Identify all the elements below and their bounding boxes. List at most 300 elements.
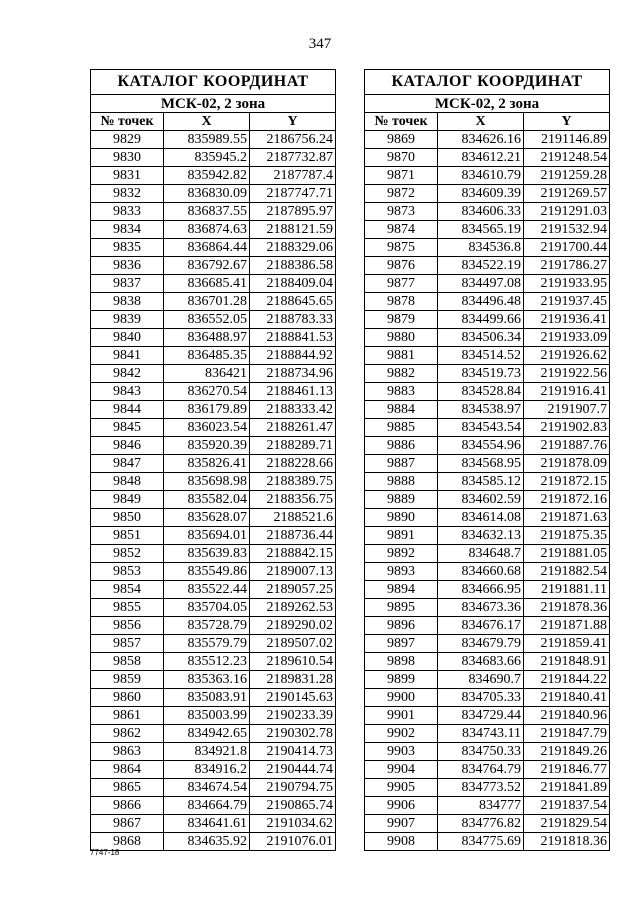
point-number-cell: 9864: [91, 761, 164, 779]
x-coordinate-cell: 834497.08: [438, 275, 524, 293]
table-row: [365, 653, 610, 671]
table-row: [91, 239, 336, 257]
x-coordinate-cell: 836864.44: [164, 239, 250, 257]
x-coordinate-cell: 834602.59: [438, 491, 524, 509]
point-number-cell: 9903: [365, 743, 438, 761]
x-coordinate-cell: 834635.92: [164, 833, 250, 851]
x-coordinate-cell: 834664.79: [164, 797, 250, 815]
point-number-cell: 9845: [91, 419, 164, 437]
table-row: [365, 545, 610, 563]
y-coordinate-cell: 2191872.16: [524, 491, 610, 509]
y-coordinate-cell: 2189262.53: [250, 599, 336, 617]
x-coordinate-cell: 836552.05: [164, 311, 250, 329]
point-number-cell: 9850: [91, 509, 164, 527]
y-coordinate-cell: 2188386.58: [250, 257, 336, 275]
y-coordinate-cell: 2191786.27: [524, 257, 610, 275]
y-coordinate-cell: 2188461.13: [250, 383, 336, 401]
table-row: [365, 743, 610, 761]
column-header-x: X: [164, 113, 250, 131]
table-row: [365, 221, 610, 239]
x-coordinate-cell: 834536.8: [438, 239, 524, 257]
x-coordinate-cell: 834610.79: [438, 167, 524, 185]
y-coordinate-cell: 2187787.4: [250, 167, 336, 185]
table-row: [365, 203, 610, 221]
table-row: [91, 563, 336, 581]
point-number-cell: 9889: [365, 491, 438, 509]
table-row: [365, 707, 610, 725]
point-number-cell: 9840: [91, 329, 164, 347]
table-row: [91, 761, 336, 779]
table-row: [91, 635, 336, 653]
table-row: [365, 581, 610, 599]
table-row: [91, 149, 336, 167]
x-coordinate-cell: 834673.36: [438, 599, 524, 617]
table-row: [91, 491, 336, 509]
point-number-cell: 9841: [91, 347, 164, 365]
x-coordinate-cell: 834614.08: [438, 509, 524, 527]
x-coordinate-cell: 835512.23: [164, 653, 250, 671]
y-coordinate-cell: 2188645.65: [250, 293, 336, 311]
point-number-cell: 9842: [91, 365, 164, 383]
table-row: [365, 347, 610, 365]
x-coordinate-cell: 836830.09: [164, 185, 250, 203]
table-row: [365, 527, 610, 545]
point-number-cell: 9839: [91, 311, 164, 329]
table-row: [365, 815, 610, 833]
table-row: [365, 167, 610, 185]
x-coordinate-cell: 836837.55: [164, 203, 250, 221]
x-coordinate-cell: 834743.11: [438, 725, 524, 743]
point-number-cell: 9881: [365, 347, 438, 365]
table-row: [365, 329, 610, 347]
x-coordinate-cell: 834942.65: [164, 725, 250, 743]
x-coordinate-cell: 834683.66: [438, 653, 524, 671]
x-coordinate-cell: 834522.19: [438, 257, 524, 275]
catalog-body-right: [365, 131, 610, 851]
x-coordinate-cell: 834528.84: [438, 383, 524, 401]
y-coordinate-cell: 2188333.42: [250, 401, 336, 419]
point-number-cell: 9856: [91, 617, 164, 635]
point-number-cell: 9873: [365, 203, 438, 221]
table-row: [91, 689, 336, 707]
y-coordinate-cell: 2191926.62: [524, 347, 610, 365]
y-coordinate-cell: 2190794.75: [250, 779, 336, 797]
table-row: [365, 239, 610, 257]
table-row: [365, 455, 610, 473]
y-coordinate-cell: 2190414.73: [250, 743, 336, 761]
x-coordinate-cell: 836701.28: [164, 293, 250, 311]
x-coordinate-cell: 836874.63: [164, 221, 250, 239]
y-coordinate-cell: 2191700.44: [524, 239, 610, 257]
x-coordinate-cell: 836485.35: [164, 347, 250, 365]
y-coordinate-cell: 2189290.02: [250, 617, 336, 635]
point-number-cell: 9869: [365, 131, 438, 149]
x-coordinate-cell: 834660.68: [438, 563, 524, 581]
point-number-cell: 9865: [91, 779, 164, 797]
y-coordinate-cell: 2188736.44: [250, 527, 336, 545]
x-coordinate-cell: 834585.12: [438, 473, 524, 491]
x-coordinate-cell: 836685.41: [164, 275, 250, 293]
point-number-cell: 9838: [91, 293, 164, 311]
y-coordinate-cell: 2190865.74: [250, 797, 336, 815]
table-row: [91, 437, 336, 455]
y-coordinate-cell: 2189610.54: [250, 653, 336, 671]
point-number-cell: 9886: [365, 437, 438, 455]
y-coordinate-cell: 2191922.56: [524, 365, 610, 383]
point-number-cell: 9846: [91, 437, 164, 455]
y-coordinate-cell: 2188844.92: [250, 347, 336, 365]
y-coordinate-cell: 2191146.89: [524, 131, 610, 149]
point-number-cell: 9893: [365, 563, 438, 581]
x-coordinate-cell: 834921.8: [164, 743, 250, 761]
table-row: [91, 815, 336, 833]
x-coordinate-cell: 835704.05: [164, 599, 250, 617]
point-number-cell: 9879: [365, 311, 438, 329]
y-coordinate-cell: 2191936.41: [524, 311, 610, 329]
point-number-cell: 9832: [91, 185, 164, 203]
point-number-cell: 9890: [365, 509, 438, 527]
x-coordinate-cell: 836792.67: [164, 257, 250, 275]
point-number-cell: 9847: [91, 455, 164, 473]
table-row: [365, 473, 610, 491]
x-coordinate-cell: 835826.41: [164, 455, 250, 473]
table-row: [91, 311, 336, 329]
y-coordinate-cell: 2189007.13: [250, 563, 336, 581]
y-coordinate-cell: 2191829.54: [524, 815, 610, 833]
catalog-title: КАТАЛОГ КООРДИНАТ: [365, 70, 610, 95]
y-coordinate-cell: 2191907.7: [524, 401, 610, 419]
x-coordinate-cell: 834606.33: [438, 203, 524, 221]
point-number-cell: 9877: [365, 275, 438, 293]
x-coordinate-cell: 834519.73: [438, 365, 524, 383]
table-row: [365, 383, 610, 401]
point-number-cell: 9870: [365, 149, 438, 167]
point-number-cell: 9851: [91, 527, 164, 545]
x-coordinate-cell: 834690.7: [438, 671, 524, 689]
y-coordinate-cell: 2188261.47: [250, 419, 336, 437]
point-number-cell: 9895: [365, 599, 438, 617]
table-row: [91, 797, 336, 815]
x-coordinate-cell: 835945.2: [164, 149, 250, 167]
y-coordinate-cell: 2188121.59: [250, 221, 336, 239]
table-row: [91, 419, 336, 437]
table-row: [91, 203, 336, 221]
point-number-cell: 9860: [91, 689, 164, 707]
point-number-cell: 9883: [365, 383, 438, 401]
x-coordinate-cell: 835694.01: [164, 527, 250, 545]
point-number-cell: 9834: [91, 221, 164, 239]
x-coordinate-cell: 834775.69: [438, 833, 524, 851]
y-coordinate-cell: 2187732.87: [250, 149, 336, 167]
table-row: [91, 725, 336, 743]
point-number-cell: 9878: [365, 293, 438, 311]
catalog-subtitle: МСК-02, 2 зона: [365, 95, 610, 113]
y-coordinate-cell: 2191871.63: [524, 509, 610, 527]
y-coordinate-cell: 2191532.94: [524, 221, 610, 239]
table-row: [365, 491, 610, 509]
y-coordinate-cell: 2191248.54: [524, 149, 610, 167]
table-row: [91, 779, 336, 797]
x-coordinate-cell: 834543.54: [438, 419, 524, 437]
point-number-cell: 9854: [91, 581, 164, 599]
point-number-cell: 9859: [91, 671, 164, 689]
column-header-point: № точек: [91, 113, 164, 131]
y-coordinate-cell: 2191269.57: [524, 185, 610, 203]
x-coordinate-cell: 834679.79: [438, 635, 524, 653]
y-coordinate-cell: 2188329.06: [250, 239, 336, 257]
y-coordinate-cell: 2188842.15: [250, 545, 336, 563]
y-coordinate-cell: 2188289.71: [250, 437, 336, 455]
y-coordinate-cell: 2186756.24: [250, 131, 336, 149]
table-row: [365, 689, 610, 707]
x-coordinate-cell: 834641.61: [164, 815, 250, 833]
x-coordinate-cell: 835920.39: [164, 437, 250, 455]
table-row: [365, 185, 610, 203]
y-coordinate-cell: 2191933.95: [524, 275, 610, 293]
coordinate-catalog-left: [90, 69, 336, 851]
y-coordinate-cell: 2191871.88: [524, 617, 610, 635]
y-coordinate-cell: 2191846.77: [524, 761, 610, 779]
y-coordinate-cell: 2191848.91: [524, 653, 610, 671]
point-number-cell: 9831: [91, 167, 164, 185]
y-coordinate-cell: 2189831.28: [250, 671, 336, 689]
x-coordinate-cell: 835989.55: [164, 131, 250, 149]
point-number-cell: 9863: [91, 743, 164, 761]
table-row: [365, 833, 610, 851]
point-number-cell: 9833: [91, 203, 164, 221]
catalog-subtitle: МСК-02, 2 зона: [91, 95, 336, 113]
table-row: [91, 293, 336, 311]
table-row: [91, 653, 336, 671]
table-row: [91, 671, 336, 689]
point-number-cell: 9872: [365, 185, 438, 203]
y-coordinate-cell: 2188356.75: [250, 491, 336, 509]
table-row: [365, 293, 610, 311]
x-coordinate-cell: 835698.98: [164, 473, 250, 491]
point-number-cell: 9849: [91, 491, 164, 509]
point-number-cell: 9888: [365, 473, 438, 491]
table-row: [365, 797, 610, 815]
table-row: [365, 635, 610, 653]
point-number-cell: 9908: [365, 833, 438, 851]
table-row: [91, 455, 336, 473]
table-row: [365, 761, 610, 779]
y-coordinate-cell: 2191916.41: [524, 383, 610, 401]
point-number-cell: 9904: [365, 761, 438, 779]
y-coordinate-cell: 2191881.05: [524, 545, 610, 563]
y-coordinate-cell: 2191837.54: [524, 797, 610, 815]
x-coordinate-cell: 836270.54: [164, 383, 250, 401]
y-coordinate-cell: 2191881.11: [524, 581, 610, 599]
y-coordinate-cell: 2187895.97: [250, 203, 336, 221]
y-coordinate-cell: 2191859.41: [524, 635, 610, 653]
table-row: [365, 401, 610, 419]
table-row: [365, 257, 610, 275]
table-row: [91, 347, 336, 365]
x-coordinate-cell: 836023.54: [164, 419, 250, 437]
point-number-cell: 9871: [365, 167, 438, 185]
point-number-cell: 9892: [365, 545, 438, 563]
x-coordinate-cell: 835549.86: [164, 563, 250, 581]
point-number-cell: 9853: [91, 563, 164, 581]
document-code: 7747-18: [90, 848, 120, 857]
table-row: [91, 581, 336, 599]
table-row: [91, 131, 336, 149]
point-number-cell: 9901: [365, 707, 438, 725]
y-coordinate-cell: 2191872.15: [524, 473, 610, 491]
point-number-cell: 9848: [91, 473, 164, 491]
catalog-body-left: [91, 131, 336, 851]
point-number-cell: 9906: [365, 797, 438, 815]
y-coordinate-cell: 2188734.96: [250, 365, 336, 383]
table-row: [91, 185, 336, 203]
table-row: [365, 365, 610, 383]
point-number-cell: 9900: [365, 689, 438, 707]
column-header-y: Y: [524, 113, 610, 131]
y-coordinate-cell: 2189507.02: [250, 635, 336, 653]
x-coordinate-cell: 834609.39: [438, 185, 524, 203]
y-coordinate-cell: 2191878.36: [524, 599, 610, 617]
x-coordinate-cell: 835628.07: [164, 509, 250, 527]
table-row: [91, 509, 336, 527]
point-number-cell: 9837: [91, 275, 164, 293]
point-number-cell: 9896: [365, 617, 438, 635]
point-number-cell: 9855: [91, 599, 164, 617]
table-row: [365, 617, 610, 635]
x-coordinate-cell: 834648.7: [438, 545, 524, 563]
x-coordinate-cell: 836179.89: [164, 401, 250, 419]
point-number-cell: 9905: [365, 779, 438, 797]
table-row: [91, 545, 336, 563]
x-coordinate-cell: 834705.33: [438, 689, 524, 707]
table-row: [365, 671, 610, 689]
point-number-cell: 9868: [91, 833, 164, 851]
table-row: [91, 599, 336, 617]
y-coordinate-cell: 2188409.04: [250, 275, 336, 293]
point-number-cell: 9884: [365, 401, 438, 419]
table-row: [365, 419, 610, 437]
x-coordinate-cell: 835639.83: [164, 545, 250, 563]
point-number-cell: 9874: [365, 221, 438, 239]
table-row: [365, 563, 610, 581]
x-coordinate-cell: 834632.13: [438, 527, 524, 545]
y-coordinate-cell: 2191882.54: [524, 563, 610, 581]
point-number-cell: 9880: [365, 329, 438, 347]
x-coordinate-cell: 836421: [164, 365, 250, 383]
point-number-cell: 9885: [365, 419, 438, 437]
x-coordinate-cell: 835083.91: [164, 689, 250, 707]
y-coordinate-cell: 2191902.83: [524, 419, 610, 437]
x-coordinate-cell: 834565.19: [438, 221, 524, 239]
table-row: [365, 725, 610, 743]
point-number-cell: 9836: [91, 257, 164, 275]
x-coordinate-cell: 834666.95: [438, 581, 524, 599]
y-coordinate-cell: 2188389.75: [250, 473, 336, 491]
point-number-cell: 9844: [91, 401, 164, 419]
y-coordinate-cell: 2190145.63: [250, 689, 336, 707]
point-number-cell: 9857: [91, 635, 164, 653]
table-row: [365, 275, 610, 293]
table-row: [91, 257, 336, 275]
x-coordinate-cell: 834538.97: [438, 401, 524, 419]
point-number-cell: 9843: [91, 383, 164, 401]
x-coordinate-cell: 834506.34: [438, 329, 524, 347]
x-coordinate-cell: 834626.16: [438, 131, 524, 149]
x-coordinate-cell: 834496.48: [438, 293, 524, 311]
x-coordinate-cell: 834568.95: [438, 455, 524, 473]
table-row: [365, 149, 610, 167]
y-coordinate-cell: 2191259.28: [524, 167, 610, 185]
y-coordinate-cell: 2191878.09: [524, 455, 610, 473]
y-coordinate-cell: 2191887.76: [524, 437, 610, 455]
point-number-cell: 9907: [365, 815, 438, 833]
point-number-cell: 9858: [91, 653, 164, 671]
y-coordinate-cell: 2188783.33: [250, 311, 336, 329]
point-number-cell: 9861: [91, 707, 164, 725]
point-number-cell: 9852: [91, 545, 164, 563]
x-coordinate-cell: 834729.44: [438, 707, 524, 725]
y-coordinate-cell: 2190302.78: [250, 725, 336, 743]
y-coordinate-cell: 2191291.03: [524, 203, 610, 221]
table-row: [91, 473, 336, 491]
y-coordinate-cell: 2191933.09: [524, 329, 610, 347]
y-coordinate-cell: 2191847.79: [524, 725, 610, 743]
y-coordinate-cell: 2191844.22: [524, 671, 610, 689]
point-number-cell: 9891: [365, 527, 438, 545]
point-number-cell: 9897: [365, 635, 438, 653]
y-coordinate-cell: 2191818.36: [524, 833, 610, 851]
table-row: [91, 707, 336, 725]
table-row: [91, 401, 336, 419]
x-coordinate-cell: 835522.44: [164, 581, 250, 599]
x-coordinate-cell: 834776.82: [438, 815, 524, 833]
point-number-cell: 9876: [365, 257, 438, 275]
x-coordinate-cell: 834777: [438, 797, 524, 815]
x-coordinate-cell: 834499.66: [438, 311, 524, 329]
x-coordinate-cell: 834750.33: [438, 743, 524, 761]
x-coordinate-cell: 835582.04: [164, 491, 250, 509]
y-coordinate-cell: 2187747.71: [250, 185, 336, 203]
x-coordinate-cell: 834554.96: [438, 437, 524, 455]
y-coordinate-cell: 2191076.01: [250, 833, 336, 851]
x-coordinate-cell: 835579.79: [164, 635, 250, 653]
table-row: [91, 365, 336, 383]
table-row: [365, 599, 610, 617]
point-number-cell: 9894: [365, 581, 438, 599]
table-row: [365, 437, 610, 455]
x-coordinate-cell: 834674.54: [164, 779, 250, 797]
y-coordinate-cell: 2191875.35: [524, 527, 610, 545]
point-number-cell: 9862: [91, 725, 164, 743]
y-coordinate-cell: 2188841.53: [250, 329, 336, 347]
y-coordinate-cell: 2191841.89: [524, 779, 610, 797]
x-coordinate-cell: 835003.99: [164, 707, 250, 725]
x-coordinate-cell: 834612.21: [438, 149, 524, 167]
point-number-cell: 9887: [365, 455, 438, 473]
y-coordinate-cell: 2191840.41: [524, 689, 610, 707]
x-coordinate-cell: 834514.52: [438, 347, 524, 365]
table-row: [91, 617, 336, 635]
table-row: [91, 743, 336, 761]
x-coordinate-cell: 835728.79: [164, 617, 250, 635]
y-coordinate-cell: 2188228.66: [250, 455, 336, 473]
y-coordinate-cell: 2191034.62: [250, 815, 336, 833]
coordinate-catalog-right: [364, 69, 610, 851]
point-number-cell: 9882: [365, 365, 438, 383]
point-number-cell: 9866: [91, 797, 164, 815]
point-number-cell: 9835: [91, 239, 164, 257]
table-row: [365, 131, 610, 149]
